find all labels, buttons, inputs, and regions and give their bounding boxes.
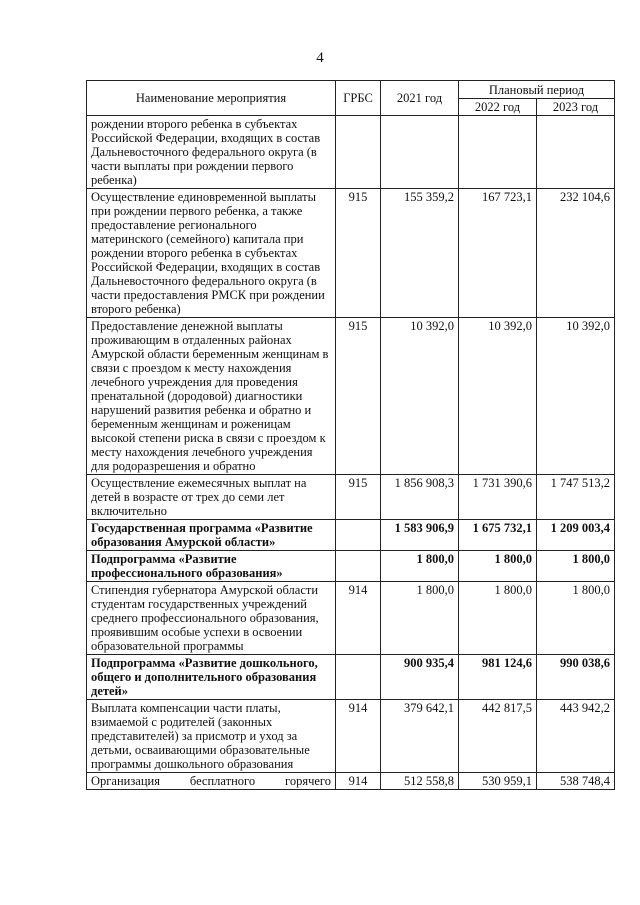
cell-2022: 1 731 390,6 [459, 475, 537, 520]
cell-2021: 900 935,4 [381, 655, 459, 700]
cell-name: Подпрограмма «Развитие профессионального образования» [87, 551, 336, 582]
cell-2021 [381, 116, 459, 189]
cell-name: Подпрограмма «Развитие дошкольного, общего и дополнительного образования детей» [87, 655, 336, 700]
cell-2021: 1 800,0 [381, 551, 459, 582]
cell-2023: 1 747 513,2 [537, 475, 615, 520]
cell-2023: 443 942,2 [537, 700, 615, 773]
cell-2022: 530 959,1 [459, 773, 537, 790]
cell-2023: 538 748,4 [537, 773, 615, 790]
table-row [87, 116, 615, 189]
cell-2021: 1 583 906,9 [381, 520, 459, 551]
cell-2023: 1 209 003,4 [537, 520, 615, 551]
cell-2021: 512 558,8 [381, 773, 459, 790]
cell-grbs [336, 520, 381, 551]
cell-grbs [336, 116, 381, 189]
cell-grbs: 915 [336, 189, 381, 318]
cell-grbs [336, 551, 381, 582]
cell-grbs: 915 [336, 318, 381, 475]
table-row [87, 655, 615, 700]
header-2023: 2023 год [537, 99, 615, 116]
cell-2023: 990 038,6 [537, 655, 615, 700]
cell-2023: 232 104,6 [537, 189, 615, 318]
cell-name: рождении второго ребенка в субъектах Российской Федерации, входящих в состав Дальневосточного федерального округа (в части выплаты при рождении первого ребенка) [87, 116, 336, 189]
cell-grbs [336, 655, 381, 700]
cell-2022 [459, 116, 537, 189]
cell-grbs: 915 [336, 475, 381, 520]
table-row [87, 189, 615, 318]
header-2021: 2021 год [381, 81, 459, 116]
cell-2023 [537, 116, 615, 189]
cell-2021: 379 642,1 [381, 700, 459, 773]
cell-grbs: 914 [336, 700, 381, 773]
cell-2021: 1 800,0 [381, 582, 459, 655]
cell-2023: 1 800,0 [537, 582, 615, 655]
header-plan-period: Плановый период [459, 81, 615, 99]
table-body [87, 116, 615, 790]
cell-2022: 1 675 732,1 [459, 520, 537, 551]
cell-2022: 1 800,0 [459, 551, 537, 582]
page-number: 4 [316, 50, 324, 66]
header-name: Наименование мероприятия [87, 81, 336, 116]
cell-grbs: 914 [336, 582, 381, 655]
budget-table [86, 80, 615, 790]
table-row [87, 551, 615, 582]
table-row [87, 475, 615, 520]
cell-2023: 1 800,0 [537, 551, 615, 582]
cell-2022: 442 817,5 [459, 700, 537, 773]
cell-2022: 1 800,0 [459, 582, 537, 655]
cell-name: Осуществление ежемесячных выплат на детей в возрасте от трех до семи лет включительно [87, 475, 336, 520]
cell-2021: 1 856 908,3 [381, 475, 459, 520]
cell-2021: 10 392,0 [381, 318, 459, 475]
cell-2022: 981 124,6 [459, 655, 537, 700]
cell-name: Стипендия губернатора Амурской области студентам государственных учреждений среднего профессионального образования, проявившим особые успехи в освоении образовательной программы [87, 582, 336, 655]
cell-2022: 167 723,1 [459, 189, 537, 318]
cell-grbs: 914 [336, 773, 381, 790]
header-grbs: ГРБС [336, 81, 381, 116]
cell-2023: 10 392,0 [537, 318, 615, 475]
table-row [87, 520, 615, 551]
cell-2022: 10 392,0 [459, 318, 537, 475]
cell-name: Государственная программа «Развитие образования Амурской области» [87, 520, 336, 551]
cell-2021: 155 359,2 [381, 189, 459, 318]
cell-name: Осуществление единовременной выплаты при рождении первого ребенка, а также предоставление регионального материнского (семейного) капитала при рождении второго ребенка в субъектах Российской Федерации, входящих в состав Дальневосточного федерального округа (в части предоставления РМСК при рождении второго ребенка) [87, 189, 336, 318]
table-row [87, 773, 615, 790]
table-row [87, 700, 615, 773]
table-row [87, 582, 615, 655]
table-row [87, 318, 615, 475]
cell-name: Выплата компенсации части платы, взимаемой с родителей (законных представителей) за присмотр и уход за детьми, осваивающими образовательные программы дошкольного образования [87, 700, 336, 773]
cell-name: Организация бесплатного горячего [87, 773, 336, 790]
cell-name: Предоставление денежной выплаты проживающим в отдаленных районах Амурской области беременным женщинам в связи с проездом к месту нахождения лечебного учреждения для проведения пренатальной (дородовой) диагностики нарушений развития ребенка и обратно и беременным женщинам и роженицам высокой степени риска в связи с проездом к месту нахождения лечебного учреждения для родоразрешения и обратно [87, 318, 336, 475]
header-2022: 2022 год [459, 99, 537, 116]
